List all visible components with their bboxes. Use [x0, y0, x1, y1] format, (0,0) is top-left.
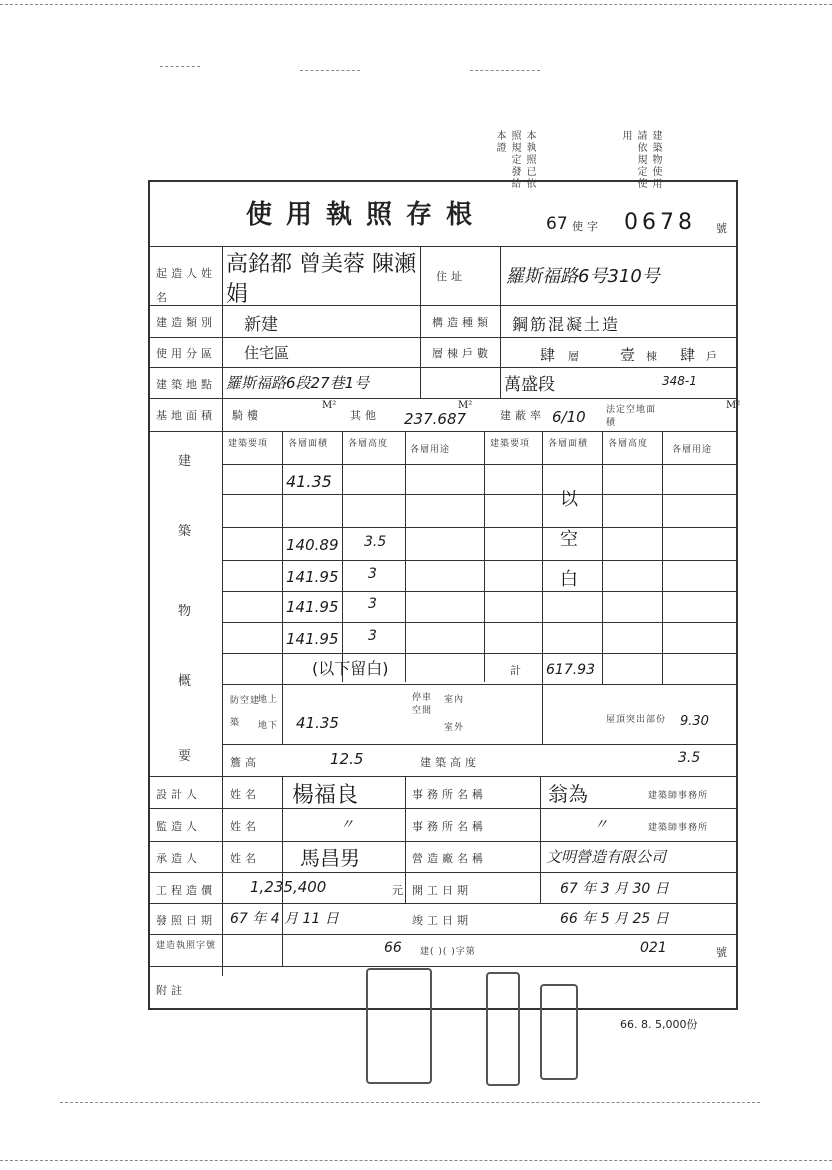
contractor-value: 馬昌男 [300, 846, 360, 870]
parking-label: 停車空間 [412, 693, 433, 716]
start-label: 開工日期 [412, 884, 472, 897]
col-use: 各層用途 [410, 445, 451, 455]
end-label: 竣工日期 [412, 914, 472, 927]
rule [148, 398, 738, 399]
seal-stamp [486, 972, 520, 1086]
address-label: 住址 [436, 270, 466, 283]
rule [222, 684, 738, 685]
cost-label: 工程造價 [156, 884, 216, 897]
print-note: 66. 8. 5,000份 [620, 1018, 698, 1031]
builder-value: 高銘都 曾美蓉 陳瀬娟 [226, 252, 416, 307]
rule [484, 431, 485, 682]
supervisor-office: 〃 [594, 817, 608, 833]
legal-open-label: 法定空地面積 [606, 405, 657, 428]
rule [148, 841, 738, 842]
col-use-r: 各層用途 [672, 445, 713, 455]
eaves-value: 12.5 [330, 750, 364, 768]
office-label: 事務所名稱 [412, 788, 487, 801]
rule [542, 431, 543, 744]
rule [148, 934, 738, 935]
remarks-label: 附註 [156, 984, 186, 997]
rule [148, 872, 738, 873]
category-label: 建造類別 [156, 316, 216, 329]
scan-edge-bottom [0, 1160, 832, 1161]
site-area-value: 237.687 [404, 410, 467, 428]
start-value: 67 年 3 月 30 日 [560, 881, 669, 897]
rule [222, 653, 738, 654]
scan-mark [160, 66, 200, 67]
col-area: 各層面積 [288, 439, 329, 449]
buildings-unit: 棟 [646, 350, 661, 363]
site-area-label: 基地面積 [156, 409, 216, 422]
zone-label: 使用分區 [156, 347, 216, 360]
contractor-firm: 文明營造有限公司 [546, 848, 667, 866]
scan-mark [470, 70, 540, 71]
col-floor: 建築要項 [228, 439, 269, 449]
rule [148, 337, 738, 338]
name-label-2: 姓名 [230, 820, 260, 833]
rule [662, 431, 663, 684]
col-floor-r: 建築要項 [490, 439, 531, 449]
building-summary-label-3: 物 [178, 604, 196, 619]
rule [148, 246, 738, 247]
total-area: 617.93 [546, 662, 595, 678]
rule [222, 591, 738, 592]
rule [148, 966, 738, 967]
eaves-label: 簷高 [230, 756, 260, 769]
site-section: 萬盛段 [504, 375, 555, 395]
firm-label: 營造廠名稱 [412, 852, 487, 865]
site-lot: 348-1 [662, 374, 697, 388]
category-value: 新建 [244, 315, 278, 335]
f4-area: 141.95 [286, 630, 339, 648]
roof-area: 9.30 [680, 714, 709, 729]
rule [222, 622, 738, 623]
roof-label: 屋頂突出部份 [606, 715, 667, 725]
issue-value: 67 年 4 月 11 日 [230, 911, 339, 927]
seal-stamp [540, 984, 578, 1080]
roof-height: 3.5 [678, 750, 701, 766]
f2-height: 3 [368, 566, 377, 582]
floors-value: 肆 [540, 346, 556, 364]
above-label: 地上 [258, 695, 279, 705]
rule [222, 464, 738, 465]
f4-height: 3 [368, 628, 377, 644]
basement-area: 41.35 [286, 472, 332, 491]
designer-suffix: 建築師事務所 [648, 791, 709, 801]
designer-value: 楊福良 [292, 783, 359, 808]
supervisor-value: 〃 [340, 817, 354, 833]
rule [222, 527, 738, 528]
coverage-value: 6/10 [552, 408, 586, 426]
rule [222, 246, 223, 976]
rule [148, 903, 738, 904]
side-note-a: 本執照已依照規定發給本證 [494, 130, 535, 190]
building-summary-label-2: 築 [178, 524, 196, 539]
seal-stamp [366, 968, 432, 1084]
households-unit: 戶 [706, 350, 721, 363]
rule [282, 431, 283, 744]
structure-value: 鋼筋混凝土造 [512, 315, 621, 334]
permit-no-year: 66 [384, 940, 402, 956]
rule [420, 246, 421, 398]
permit-no-suffix: 號 [716, 946, 731, 959]
office-label-2: 事務所名稱 [412, 820, 487, 833]
name-label-3: 姓名 [230, 852, 260, 865]
building-height-label: 建築高度 [420, 756, 480, 769]
zone-value: 住宅區 [244, 344, 290, 362]
floors-unit: 層 [568, 350, 583, 363]
shelter-below: 41.35 [296, 714, 339, 732]
households-value: 肆 [680, 346, 696, 364]
indoor-label: 室內 [444, 695, 465, 705]
site-value: 羅斯福路6段27巷1号 [226, 374, 370, 392]
rule [222, 560, 738, 561]
f1-height: 3.5 [364, 534, 387, 550]
yuan-unit: 元 [392, 884, 407, 897]
designer-label: 設計人 [156, 788, 201, 801]
col-area-r: 各層面積 [548, 439, 589, 449]
col-height-r: 各層高度 [608, 439, 649, 449]
coverage-label: 建蔽率 [500, 409, 545, 422]
issue-label: 發照日期 [156, 914, 216, 927]
upper-blank: 以 空 白 [560, 489, 578, 590]
f1-area: 140.89 [286, 536, 339, 554]
scan-mark [60, 1102, 760, 1103]
building-summary-label-5: 要 [178, 749, 196, 764]
outdoor-label: 室外 [444, 723, 465, 733]
total-label: 計 [510, 664, 525, 677]
permit-year: 67 [546, 214, 568, 234]
end-value: 66 年 5 月 25 日 [560, 911, 669, 927]
rule [148, 431, 738, 432]
rule [222, 744, 738, 745]
f2-area: 141.95 [286, 568, 339, 586]
site-label: 建築地點 [156, 378, 216, 391]
floors-label: 層棟戶數 [432, 347, 492, 360]
permit-no-label: 建造執照字號 [156, 941, 217, 951]
permit-word: 使字 [572, 220, 602, 233]
designer-office: 翁為 [548, 782, 588, 806]
unit-m2: M² [726, 400, 741, 411]
rule [282, 776, 283, 966]
structure-label: 構造種類 [432, 316, 492, 329]
shelter-label: 防空建築 [230, 696, 261, 728]
permit-no-value: 021 [640, 940, 667, 956]
permit-number: 0678 [624, 210, 696, 235]
rule [405, 431, 406, 682]
scan-edge-top [0, 4, 832, 5]
contractor-label: 承造人 [156, 852, 201, 865]
f3-area: 141.95 [286, 598, 339, 616]
unit-m2: M² [458, 400, 473, 411]
rule [540, 776, 541, 904]
rule [602, 431, 603, 684]
rule [222, 494, 738, 495]
rule [148, 367, 738, 368]
builder-label: 起造人姓名 [156, 267, 216, 304]
below-label: 地下 [258, 721, 279, 731]
supervisor-suffix: 建築師事務所 [648, 823, 709, 833]
rule [148, 808, 738, 809]
f3-height: 3 [368, 596, 377, 612]
rule [148, 776, 738, 777]
building-summary-label-1: 建 [178, 454, 196, 469]
rule [342, 431, 343, 682]
other-label: 其他 [350, 409, 380, 422]
unit-m2: M² [322, 400, 337, 411]
side-note-b: 建築物使用請依規定使用 [620, 130, 661, 190]
page-title: 使用執照存根 [246, 200, 487, 230]
f5-blank: (以下留白) [312, 659, 389, 678]
rule [500, 246, 501, 398]
address-value: 羅斯福路6号310号 [506, 266, 660, 287]
supervisor-label: 監造人 [156, 820, 201, 833]
building-summary-label-4: 概 [178, 674, 196, 689]
permit-no-char: 建( )( )字第 [420, 947, 476, 957]
arcade-label: 騎樓 [232, 409, 262, 422]
scan-mark [300, 70, 360, 71]
cost-value: 1,235,400 [250, 878, 327, 896]
name-label: 姓名 [230, 788, 260, 801]
col-height: 各層高度 [348, 439, 389, 449]
permit-suffix: 號 [716, 222, 731, 235]
buildings-value: 壹 [620, 346, 636, 364]
